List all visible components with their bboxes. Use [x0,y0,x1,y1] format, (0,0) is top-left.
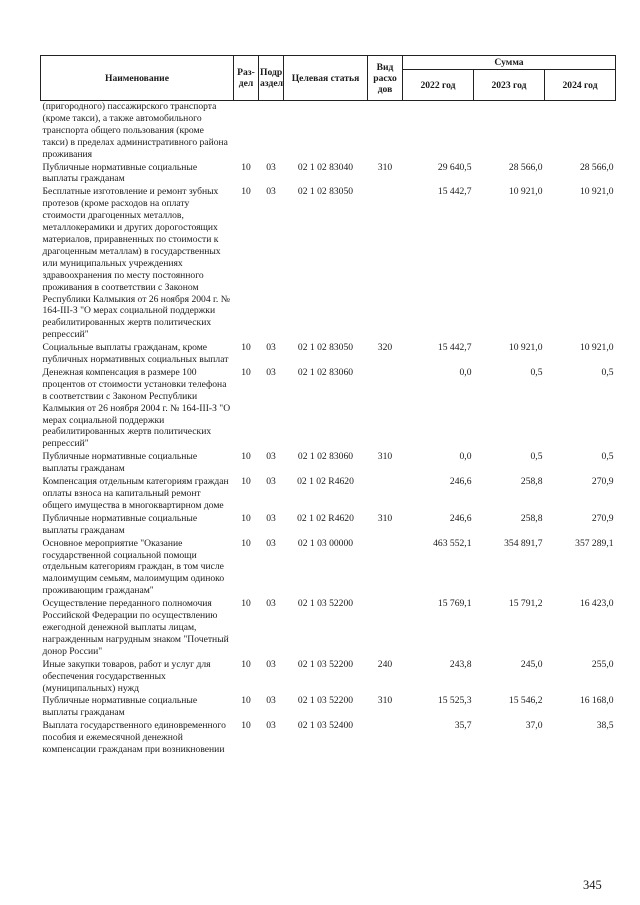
cell-sum-2024: 10 921,0 [579,342,614,354]
cell-name: Выплата государственного единовременного пособия и ежемесячной денежной компенсации гражданам при возникновении [42,720,226,756]
cell-expense-type [368,101,403,162]
cell-name: Осуществление переданного полномочия Российской Федерации по осуществлению ежегодной денежной выплаты лицам, награжденным нагрудным знаком "Почетный донор России" [42,598,229,657]
header-type-line2: расхо [373,72,397,84]
cell-subsection [259,101,284,162]
cell-section: 10 [241,695,251,707]
cell-subsection: 03 [266,451,276,463]
cell-sum-2024: 10 921,0 [579,186,614,198]
header-type-line3: дов [377,83,393,95]
cell-sum-2024: 270,9 [591,512,614,524]
cell-name: Денежная компенсация в размере 100 процентов от стоимости установки телефона в соответствии с Законом Республики Калмыкия от 26 ноября 2004 г. № 164-III-З "О мерах социальной поддержки реабилитированных жертв политических репрессий" [42,366,231,450]
cell-subsection: 03 [266,512,276,524]
table-row [41,476,616,513]
cell-section: 10 [241,476,251,488]
cell-sum-2024: 0,5 [601,451,614,463]
cell-expense-type [368,367,403,451]
cell-sum-2022: 35,7 [454,720,472,732]
header-section-line2: дел [238,78,254,89]
cell-name: Публичные нормативные социальные выплаты гражданам [42,695,198,719]
table-row [41,451,616,476]
cell-section: 10 [241,342,251,354]
cell-sum-2023: 15 546,2 [508,695,543,707]
cell-sum-2023: 10 921,0 [508,186,543,198]
cell-name: Компенсация отдельным категориям граждан оплаты взноса на капитальный ремонт общего имущества в многоквартирном доме [42,476,229,511]
cell-name: Публичные нормативные социальные выплаты гражданам [42,451,198,475]
cell-sum-2024: 16 423,0 [579,598,614,610]
header-section-line1: Раз- [237,67,255,78]
table-row [41,538,616,599]
table-row [41,720,616,757]
cell-section: 10 [241,512,251,524]
cell-expense-type: 310 [377,161,393,173]
table-row [41,101,616,162]
cell-name: Иные закупки товаров, работ и услуг для обеспечения государственных (муниципальных) нужд [42,658,211,694]
cell-target-article: 02 1 03 52200 [297,598,354,610]
cell-sum-2023: 354 891,7 [504,537,543,549]
cell-section: 10 [241,186,251,198]
cell-subsection: 03 [266,720,276,732]
cell-target-article: 02 1 02 83040 [297,161,354,173]
budget-table [40,55,616,757]
table-row [41,513,616,538]
cell-sum-2024: 270,9 [591,476,614,488]
cell-sum-2024: 16 168,0 [579,695,614,707]
cell-sum-2022: 243,8 [449,658,472,670]
cell-target-article: 02 1 03 52200 [297,658,354,670]
cell-expense-type: 310 [377,512,393,524]
cell-name: Публичные нормативные социальные выплаты гражданам [42,512,198,536]
cell-sum-2023: 258,8 [520,512,543,524]
cell-section: 10 [241,451,251,463]
cell-sum-2024 [545,101,616,162]
header-year-2023: 2023 год [474,70,545,101]
header-year-2024: 2024 год [545,70,616,101]
cell-expense-type [368,538,403,599]
table-row [41,162,616,187]
cell-expense-type: 320 [377,342,393,354]
cell-expense-type: 240 [377,658,393,670]
cell-target-article [284,101,368,162]
cell-subsection: 03 [266,598,276,610]
cell-sum-2024: 28 566,0 [579,161,614,173]
cell-sum-2022: 0,0 [459,366,472,378]
cell-sum-2022: 15 769,1 [437,598,472,610]
cell-subsection: 03 [266,658,276,670]
cell-sum-2023: 0,5 [530,451,543,463]
cell-target-article: 02 1 02 R4620 [297,476,354,488]
cell-sum-2022 [403,101,474,162]
cell-name: Основное мероприятие "Оказание государственной социальной помощи отдельным категориям граждан, в том числе малоимущим семьям, малоимущим одиноко проживающим гражданам" [42,537,225,597]
cell-sum-2023: 10 921,0 [508,342,543,354]
cell-sum-2024: 255,0 [591,658,614,670]
cell-sum-2022: 246,6 [449,512,472,524]
cell-sum-2023: 37,0 [525,720,543,732]
cell-sum-2022: 15 442,7 [437,186,472,198]
cell-subsection: 03 [266,695,276,707]
cell-section: 10 [241,366,251,378]
cell-target-article: 02 1 02 83060 [297,366,354,378]
cell-sum-2022: 15 442,7 [437,342,472,354]
cell-section [234,101,259,162]
cell-target-article: 02 1 02 83050 [297,342,354,354]
cell-expense-type [368,598,403,659]
cell-sum-2022: 29 640,5 [437,161,472,173]
cell-sum-2023: 245,0 [520,658,543,670]
cell-subsection: 03 [266,366,276,378]
table-header [41,56,616,101]
cell-expense-type: 310 [377,695,393,707]
cell-name: Публичные нормативные социальные выплаты гражданам [42,161,198,185]
table-row [41,367,616,451]
table-row [41,186,616,342]
header-subsection-line2: аздел [260,78,283,89]
cell-subsection: 03 [266,186,276,198]
cell-section: 10 [241,658,251,670]
cell-sum-2023: 15 791,2 [508,598,543,610]
cell-section: 10 [241,161,251,173]
header-name: Наименование [41,56,234,101]
table-row [41,695,616,720]
cell-expense-type [368,720,403,757]
header-year-2022: 2022 год [403,70,474,101]
cell-sum-2024: 0,5 [601,366,614,378]
cell-target-article: 02 1 03 52400 [297,720,354,732]
table-row [41,598,616,659]
header-type-line1: Вид [376,61,394,73]
cell-target-article: 02 1 03 52200 [297,695,354,707]
cell-name: Бесплатные изготовление и ремонт зубных протезов (кроме расходов на оплату стоимости драгоценных металлов, металлокерамики и других дорогостоящих материалов, приравненных по стоимости к драгоценным металлам) в государственных или муниципальных учреждениях здравоохранения по месту постоянного проживания в соответствии с Законом Республики Калмыкия от 26 ноября 2004 г. № 164-III-З "О мерах социальной поддержки реабилитированных жертв политических репрессий" [42,186,230,341]
page-number: 345 [583,878,602,892]
cell-subsection: 03 [266,161,276,173]
table-body [41,101,616,757]
cell-subsection: 03 [266,342,276,354]
cell-name: (пригородного) пассажирского транспорта (кроме такси), а также автомобильного транспорта общего пользования (кроме такси) в пределах административного района проживания [42,101,228,160]
cell-target-article: 02 1 02 83060 [297,451,354,463]
cell-target-article: 02 1 02 83050 [297,186,354,198]
cell-sum-2023: 0,5 [530,366,543,378]
header-subsection [259,56,284,101]
header-subsection-line1: Подр [260,67,283,78]
cell-name: Социальные выплаты гражданам, кроме публичных нормативных социальных выплат [42,342,229,366]
cell-section: 10 [241,598,251,610]
cell-target-article: 02 1 02 R4620 [297,512,354,524]
cell-sum-2024: 38,5 [596,720,614,732]
header-sum: Сумма [403,56,616,70]
cell-expense-type: 310 [377,451,393,463]
header-target-article: Целевая статья [284,56,368,101]
header-expense-type [368,56,403,101]
table-row [41,342,616,367]
cell-subsection: 03 [266,476,276,488]
cell-expense-type [368,186,403,342]
cell-sum-2022: 463 552,1 [433,537,472,549]
cell-sum-2024: 357 289,1 [575,537,614,549]
cell-sum-2022: 246,6 [449,476,472,488]
cell-section: 10 [241,537,251,549]
table-row [41,659,616,696]
cell-section: 10 [241,720,251,732]
cell-sum-2023 [474,101,545,162]
header-section [234,56,259,101]
cell-sum-2022: 15 525,3 [437,695,472,707]
cell-sum-2023: 28 566,0 [508,161,543,173]
cell-target-article: 02 1 03 00000 [297,537,354,549]
cell-subsection: 03 [266,537,276,549]
cell-expense-type [368,476,403,513]
cell-sum-2023: 258,8 [520,476,543,488]
cell-sum-2022: 0,0 [459,451,472,463]
